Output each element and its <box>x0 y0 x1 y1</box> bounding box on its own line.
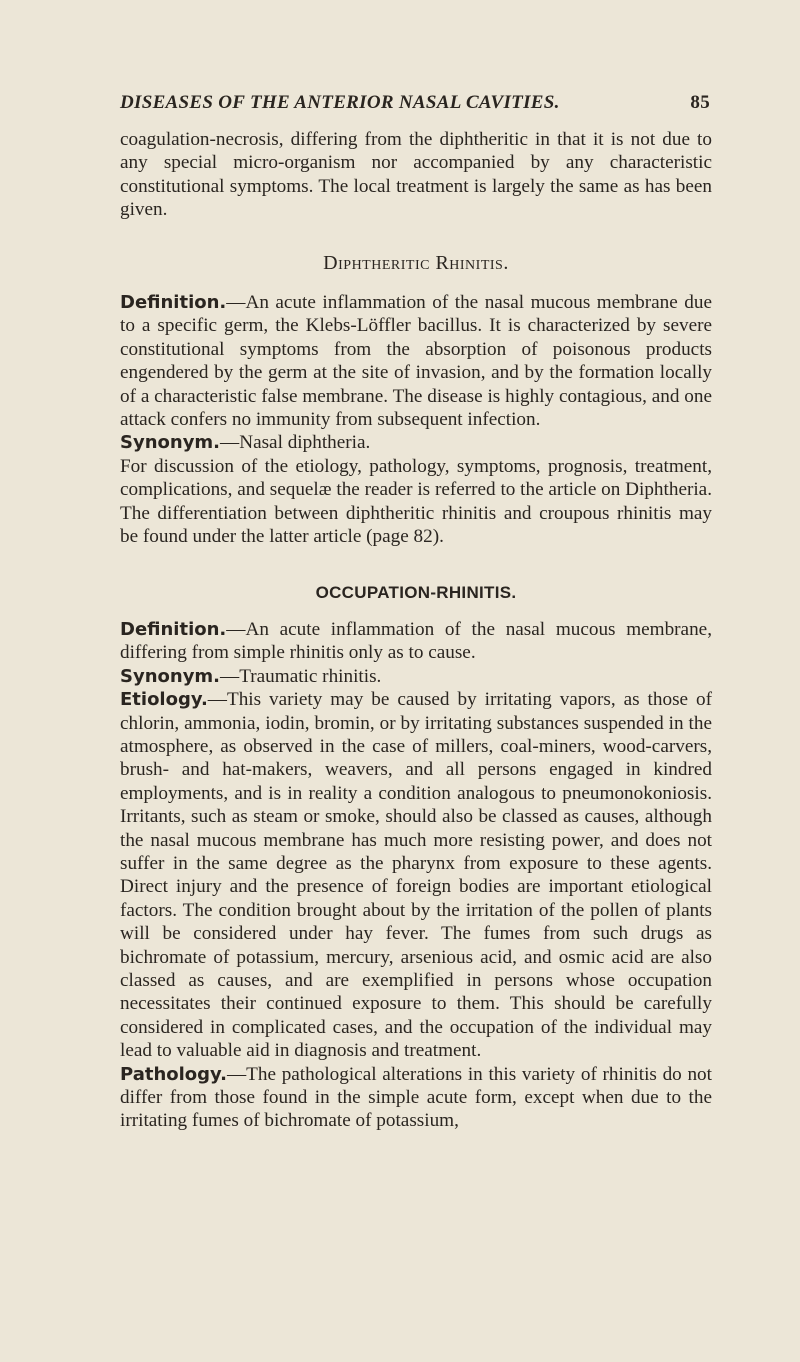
definition-term: Definition. <box>120 618 227 640</box>
intro-paragraph: coagulation-necrosis, differing from the diphtheritic in that it is not due to any special micro-organism nor accompanied by any characteristic constitutional symptoms. The local treatment is largely the same as has been given. <box>120 129 712 221</box>
pathology-term: Pathology. <box>120 1063 227 1085</box>
diphtheritic-heading: Diphtheritic Rhinitis. <box>323 251 509 274</box>
diphtheritic-synonym <box>120 431 712 454</box>
occupation-heading: OCCUPATION-RHINITIS. <box>315 582 517 602</box>
running-header <box>120 92 710 118</box>
synonym-text: —Nasal diphtheria. <box>220 432 371 454</box>
running-title: DISEASES OF THE ANTERIOR NASAL CAVITIES. <box>120 92 560 113</box>
definition-text: —An acute inflammation of the nasal mucous membrane due to a specific germ, the Klebs-Löffler bacillus. It is characterized by severe constitutional symptoms from the absorption of poisonous products engendered by the germ at the site of invasion, and by the formation locally of a characteristic false membrane. The disease is highly contagious, and one attack confers no immunity from subsequent infection. <box>120 292 712 431</box>
occupation-definition <box>120 618 712 665</box>
diphtheritic-definition <box>120 291 712 431</box>
synonym-term: Synonym. <box>120 432 221 454</box>
definition-text: —An acute inflammation of the nasal mucous membrane, differing from simple rhinitis only as to cause. <box>120 618 712 664</box>
definition-term: Definition. <box>120 292 227 314</box>
synonym-term: Synonym. <box>120 665 221 687</box>
diphtheritic-discussion: For discussion of the etiology, pathology, symptoms, prognosis, treatment, complications, and sequelæ the reader is referred to the article on Diphtheria. The differentiation between diphtheritic rhinitis and croupous rhinitis may be found under the latter article (page 82). <box>120 455 712 548</box>
etiology-term: Etiology. <box>120 689 208 711</box>
body-text <box>120 128 712 1133</box>
etiology-text: —This variety may be caused by irritating vapors, as those of chlorin, ammonia, iodin, bromin, or by irritating substances suspended in the atmosphere, as observed in the case of millers, coal-miners, wood-carvers, brush- and hat-makers, weavers, and all persons engaged in kindred employments, and is in reality a condition analogous to pneumonokoniosis. Irritants, such as steam or smoke, should also be classed as causes, although the nasal mucous membrane has much more resisting power, and does not suffer in the same degree as the pharynx from exposure to these agents. Direct injury and the presence of foreign bodies are important etiological factors. The condition brought about by the irritation of the pollen of plants will be considered under hay fever. The fumes from such drugs as bichromate of potassium, mercury, arsenious acid, and osmic acid are also classed as causes, and are exemplified in persons whose occupation necessitates their continued exposure to them. This should be carefully considered in complicated cases, and the occupation of the individual may lead to valuable aid in diagnosis and treatment. <box>120 689 712 1062</box>
synonym-text: —Traumatic rhinitis. <box>220 665 382 687</box>
occupation-etiology <box>120 688 712 1063</box>
occupation-synonym <box>120 665 712 688</box>
pathology-text: —The pathological alterations in this variety of rhinitis do not differ from those found in the simple acute form, except when due to the irritating fumes of bichromate of potassium, <box>120 1063 712 1132</box>
occupation-pathology <box>120 1063 712 1133</box>
page-number: 85 <box>690 92 710 113</box>
